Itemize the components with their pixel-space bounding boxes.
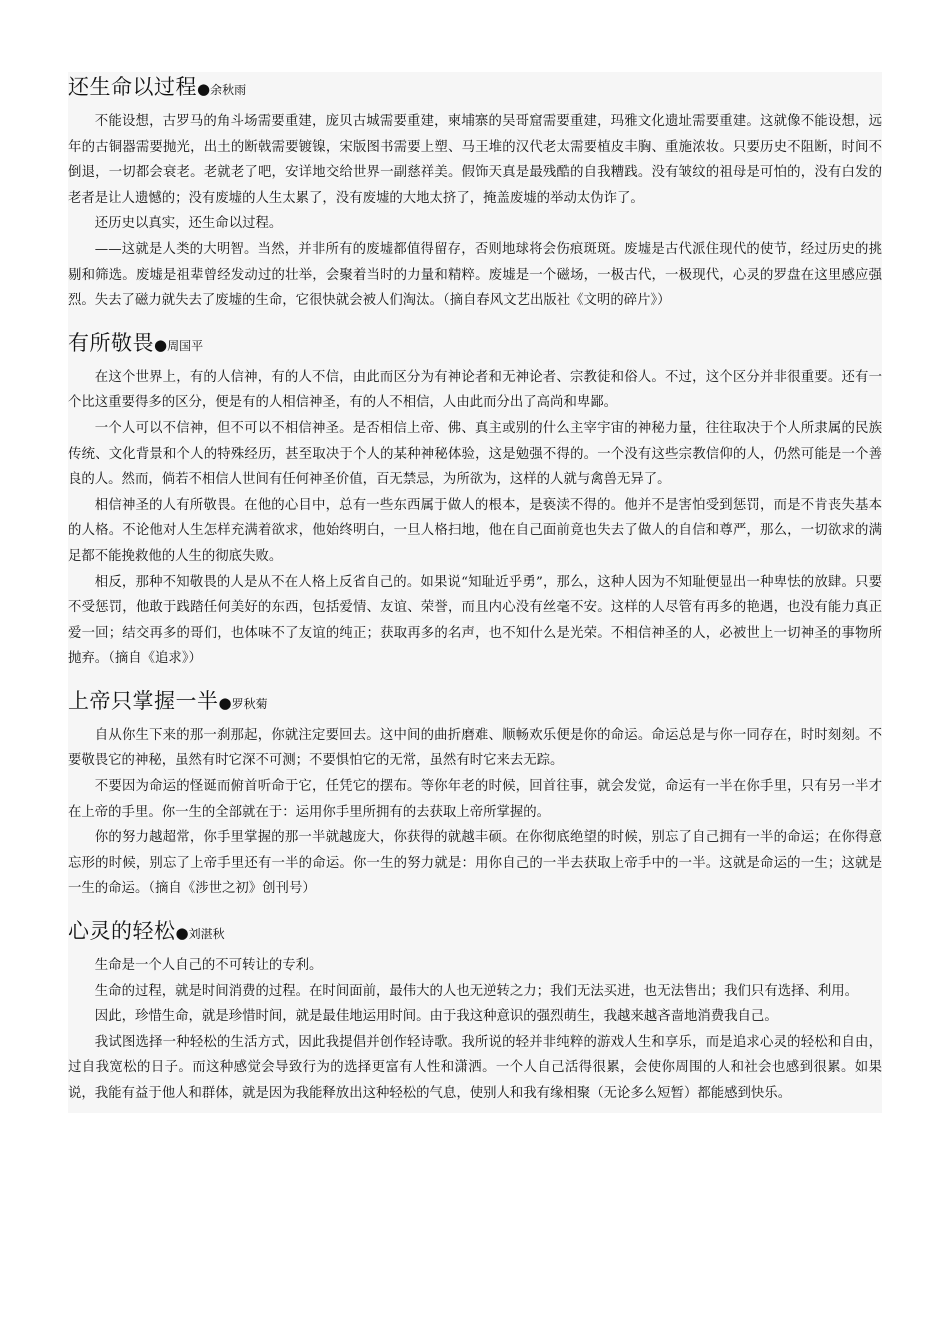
article-xinling-de-qingsong [68, 916, 882, 1107]
article-author: 罗秋菊 [231, 696, 268, 711]
article-author: 余秋雨 [210, 83, 247, 97]
article-author: 刘湛秋 [188, 927, 225, 942]
article-huan-shengming [68, 72, 882, 314]
paragraph: 生命是一个人自己的不可转让的专利。 [94, 958, 323, 974]
bullet-icon: ● [197, 80, 211, 98]
article-title: 上帝只掌握一半 [68, 688, 219, 713]
paragraph: 还历史以真实，还生命以过程。 [94, 216, 283, 232]
paragraph: 不能设想，古罗马的角斗场需要重建，庞贝古城需要重建，柬埔寨的吴哥窟需要重建，玛雅文化遗址需要重建。这就像不能设想，远年的古铜器需要抛光，出土的断戟需要镀镍，宋版图书需要上塑、马王堆的汉代老太需要植皮丰胸、重施浓妆。只要历史不阻断，时间不倒退，一切都会衰老。老就老了吧，安详地交给世界一副慈祥美。假饰天真是最残酷的自我糟践。没有皱纹的祖母是可怕的，没有白发的老者是让人遗憾的；没有废墟的人生太累了，没有废墟的大地太挤了，掩盖废墟的举动太伪诈了。 [68, 114, 882, 206]
paragraph: 因此，珍惜生命，就是珍惜时间，就是最佳地运用时间。由于我这种意识的强烈萌生，我越来越吝啬地消费我自己。 [94, 1009, 778, 1025]
article-shangdi-zhi-zhangwo-yiban [68, 686, 882, 902]
article-title: 有所敬畏 [68, 330, 154, 355]
bullet-icon: ● [175, 924, 189, 943]
article-heading [68, 686, 882, 719]
paragraph: 一个人可以不信神，但不可以不相信神圣。是否相信上帝、佛、真主或别的什么主宰宇宙的神秘力量，往往取决于个人所隶属的民族传统、文化背景和个人的特殊经历，甚至取决于个人的某种神秘体验，这是勉强不得的。一个没有这些宗教信仰的人，仍然可能是一个善良的人。然而，倘若不相信人世间有任何神圣价值，百无禁忌，为所欲为，这样的人就与禽兽无异了。 [68, 420, 882, 488]
paragraph: 自从你生下来的那一刹那起，你就注定要回去。这中间的曲折磨难、顺畅欢乐便是你的命运。命运总是与你一同存在，时时刻刻。不要敬畏它的神秘，虽然有时它深不可测；不要惧怕它的无常，虽然有时它来去无踪。 [68, 727, 882, 769]
paragraph: 你的努力越超常，你手里掌握的那一半就越庞大，你获得的就越丰硕。在你彻底绝望的时候，别忘了自己拥有一半的命运；在你得意忘形的时候，别忘了上帝手里还有一半的命运。你一生的努力就是：用你自己的一半去获取上帝手中的一半。这就是命运的一生；这就是一生的命运。（摘自《涉世之初》创刊号） [68, 830, 882, 897]
paragraph: 生命的过程，就是时间消费的过程。在时间面前，最伟大的人也无逆转之力；我们无法买进，也无法售出；我们只有选择、利用。 [94, 983, 859, 999]
article-heading [68, 328, 882, 361]
article-you-suo-jingwei [68, 328, 882, 672]
bullet-icon: ● [218, 693, 232, 712]
paragraph: 相反，那种不知敬畏的人是从不在人格上反省自己的。如果说“知耻近乎勇”，那么，这种人因为不知耻便显出一种卑怯的放肆。只要不受惩罚，他敢于践踏任何美好的东西，包括爱情、友谊、荣誉，而且内心没有丝毫不安。这样的人尽管有再多的艳遇，也没有能力真正爱一回；结交再多的哥们，也体味不了友谊的纯正；获取再多的名声，也不知什么是光荣。不相信神圣的人，必被世上一切神圣的事物所抛弃。（摘自《追求》） [68, 574, 882, 667]
paragraph: 在这个世界上，有的人信神，有的人不信，由此而区分为有神论者和无神论者、宗教徒和俗人。不过，这个区分并非很重要。还有一个比这重要得多的区分，便是有的人相信神圣，有的人不相信，人由此而分出了高尚和卑鄙。 [68, 369, 882, 411]
article-author: 周国平 [167, 338, 204, 353]
paragraph: 不要因为命运的怪诞而俯首听命于它，任凭它的摆布。等你年老的时候，回首往事，就会发觉，命运有一半在你手里，只有另一半才在上帝的手里。你一生的全部就在于：运用你手里所拥有的去获取上帝所掌握的。 [68, 779, 882, 820]
bullet-icon: ● [154, 335, 168, 354]
article-heading [68, 916, 882, 949]
paragraph: 相信神圣的人有所敬畏。在他的心目中，总有一些东西属于做人的根本，是亵渎不得的。他并不是害怕受到惩罚，而是不肯丧失基本的人格。不论他对人生怎样充满着欲求，他始终明白，一旦人格扫地，他在自己面前竟也失去了做人的自信和尊严，那么，一切欲求的满足都不能挽救他的人生的彻底失败。 [68, 497, 882, 564]
paragraph: ——这就是人类的大明智。当然，并非所有的废墟都值得留存，否则地球将会伤痕斑斑。废墟是古代派住现代的使节，经过历史的挑剔和筛选。废墟是祖辈曾经发动过的壮举，会聚着当时的力量和精粹。废墟是一个磁场，一极古代，一极现代，心灵的罗盘在这里感应强烈。失去了磁力就失去了废墟的生命，它很快就会被人们淘汰。（摘自春风文艺出版社《文明的碎片》） [68, 241, 882, 309]
article-heading [68, 72, 882, 105]
article-title: 还生命以过程 [68, 75, 197, 99]
paragraph: 我试图选择一种轻松的生活方式，因此我提倡并创作轻诗歌。我所说的轻并非纯粹的游戏人生和享乐，而是追求心灵的轻松和自由，过自我宽松的日子。而这种感觉会导致行为的选择更富有人性和潇洒。一个人自己活得很累，会使你周围的人和社会也感到很累。如果说，我能有益于他人和群体，就是因为我能释放出这种轻松的气息，使别人和我有缘相聚（无论多么短暂）都能感到快乐。 [68, 1034, 882, 1101]
article-title: 心灵的轻松 [68, 919, 176, 944]
document-page [68, 72, 882, 1113]
